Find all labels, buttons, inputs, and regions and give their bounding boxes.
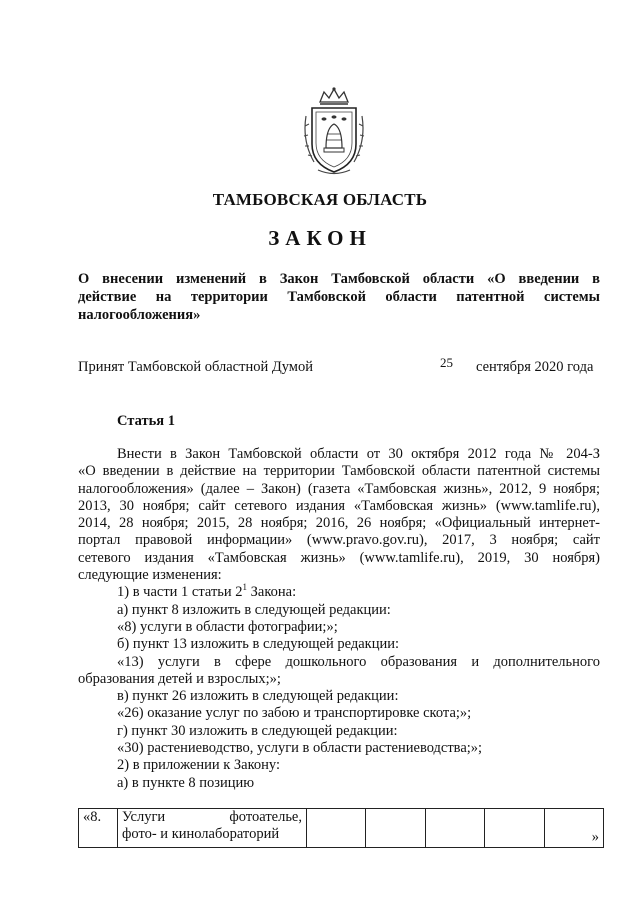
table-cell-name-line: фото- и кинолабораторий [122,826,280,842]
position-table-grid [78,808,604,848]
law-title-line: О внесении изменений в Закон Тамбовской области «О введении в [78,271,600,287]
item-1-superscript: 1 [242,582,248,593]
body-line: 2013, 30 ноября; сайт сетевого издания «Тамбовская жизнь» (www.tamlife.ru), [78,497,600,514]
law-title [78,270,600,324]
item-2: 2) в приложении к Закону: [117,757,281,774]
item-b-text: «13) услуги в сфере дошкольного образования и дополнительного [117,653,600,670]
document-type: ЗАКОН [268,226,372,250]
tambov-coat-of-arms-icon [296,86,372,178]
item-v: в) пункт 26 изложить в следующей редакции: [117,688,399,705]
law-title-line: налогообложения» [78,307,201,323]
table-cell-empty [485,809,544,848]
table-cell-number: «8. [79,809,118,848]
body-line: Внести в Закон Тамбовской области от 30 октября 2012 года № 204-З [117,446,600,462]
body-line: налогообложения» (далее – Закон) (газета «Тамбовская жизнь», 2012, 9 ноября; [78,480,600,497]
item-b: б) пункт 13 изложить в следующей редакции: [117,636,399,653]
body-line: «О введении в действие на территории Тамбовской области патентной системы [78,463,600,480]
article-heading: Статья 1 [117,413,175,429]
adoption-day: 25 [440,355,453,370]
table-cell-empty [307,809,366,848]
table-cell-name [118,809,307,848]
adoption-date: сентября 2020 года [476,359,594,375]
item-b-text: образования детей и взрослых;»; [78,670,281,687]
item-1 [78,584,600,601]
table-cell-empty [366,809,425,848]
law-title-line: действие на территории Тамбовской области патентной системы [78,289,600,305]
item-v-text: «26) оказание услуг по забою и транспортировке скота;»; [117,705,472,722]
table-cell-empty [425,809,484,848]
item-2-a: а) в пункте 8 позицию [117,774,255,791]
table-row [79,809,604,848]
position-table [78,808,604,848]
item-1-suffix: Закона: [247,584,297,601]
item-1-prefix: 1) в части 1 статьи 2 [117,584,243,601]
article-body [78,446,600,792]
region-title: ТАМБОВСКАЯ ОБЛАСТЬ [212,190,428,209]
body-line: портал правовой информации» (www.pravo.gov.ru), 2017, 3 ноября; сайт [78,532,600,549]
item-g: г) пункт 30 изложить в следующей редакции: [117,722,398,739]
item-a-text: «8) услуги в области фотографии;»; [117,618,338,635]
adoption-text: Принят Тамбовской областной Думой [78,359,313,375]
body-line: 2014, 28 ноября; 2015, 28 ноября; 2016, 26 ноября; «Официальный интернет- [78,515,600,532]
item-a: а) пункт 8 изложить в следующей редакции: [117,601,391,618]
table-cell-close-quote: » [544,809,603,848]
table-cell-name-line: Услуги фотоателье, [122,809,302,825]
body-line: сетевого издания «Тамбовская жизнь» (www.tamlife.ru), 2019, 30 ноября) [78,549,600,566]
body-line: следующие изменения: [78,567,222,584]
item-g-text: «30) растениеводство, услуги в области растениеводства;»; [117,740,483,757]
